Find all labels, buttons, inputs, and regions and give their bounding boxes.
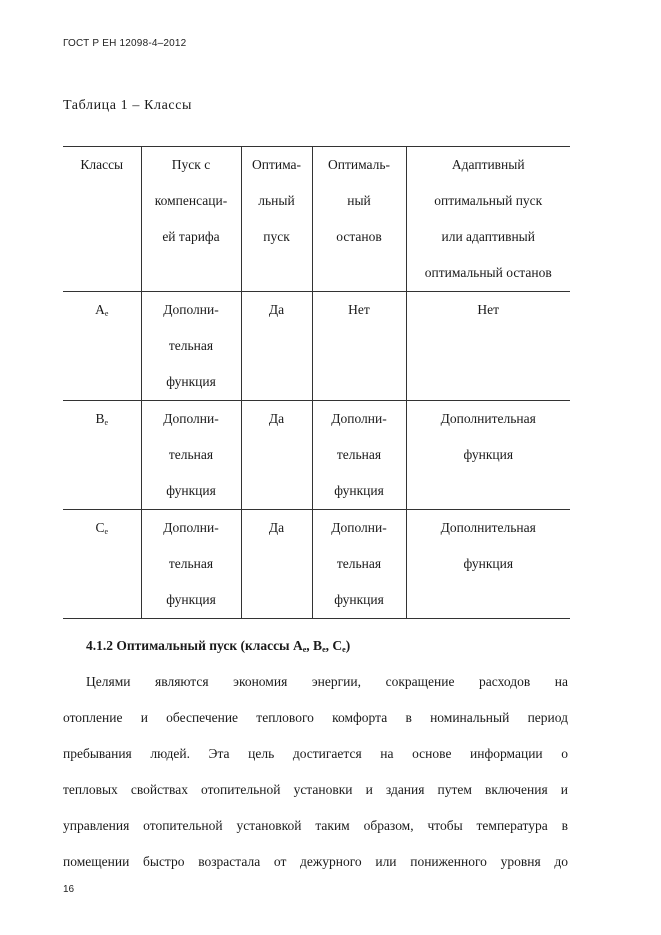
paragraph-line: управления отопительной установкой таким образом, чтобы температура в	[63, 818, 568, 833]
adaptive-cell	[406, 510, 570, 619]
heading-text: )	[345, 638, 351, 653]
paragraph-line: Целями являются экономия энергии, сокращение расходов на	[86, 674, 568, 689]
header-optimal-stop	[312, 147, 406, 292]
paragraph-line: пребывания людей. Эта цель достигается на основе информации о	[63, 746, 568, 761]
header-tariff-start	[141, 147, 241, 292]
heading-text: 4.1.2 Оптимальный пуск (классы A	[86, 638, 303, 653]
cell-line: тельная	[336, 556, 382, 571]
paragraph-line: тепловых свойствах отопительной установки и здания путем включения и	[63, 782, 568, 797]
cell-line: Да	[268, 411, 285, 426]
class-letter: C	[95, 520, 105, 535]
classes-table	[63, 146, 570, 619]
cell-line: Нет	[477, 302, 500, 317]
section-heading	[86, 638, 350, 654]
header-line: останов	[336, 229, 382, 244]
class-letter: B	[95, 411, 105, 426]
cell-line: функция	[334, 483, 384, 498]
header-line: Оптима-	[251, 157, 302, 172]
header-classes	[63, 147, 141, 292]
paragraph-line: помещении быстро возрастала от дежурного или пониженного уровня до	[63, 854, 568, 869]
table-row	[63, 510, 570, 619]
header-line: Оптималь-	[327, 157, 391, 172]
cell-line: функция	[463, 447, 514, 462]
cell-line: Дополни-	[331, 411, 387, 426]
cell-line: Да	[268, 302, 285, 317]
cell-line: тельная	[168, 556, 214, 571]
header-line: ный	[347, 193, 371, 208]
class-subscript: e	[104, 309, 109, 318]
heading-subscript: e	[302, 645, 307, 654]
table-row	[63, 401, 570, 510]
cell-line: функция	[166, 374, 216, 389]
header-optimal-start	[241, 147, 312, 292]
table-caption: Таблица 1 – Классы	[63, 98, 193, 113]
cell-line: Дополнительная	[440, 411, 536, 426]
class-subscript: e	[104, 527, 109, 536]
header-line: Классы	[80, 157, 124, 172]
table-header-row	[63, 147, 570, 292]
adaptive-cell	[406, 292, 570, 401]
class-name	[95, 302, 108, 317]
cell-line: Дополни-	[163, 520, 219, 535]
paragraph-line: отопление и обеспечение теплового комфорта в номинальный период	[63, 710, 568, 725]
class-cell	[63, 401, 141, 510]
optimal-stop-cell	[312, 510, 406, 619]
header-adaptive	[406, 147, 570, 292]
optimal-stop-cell	[312, 401, 406, 510]
cell-line: Дополни-	[163, 302, 219, 317]
cell-line: Дополни-	[331, 520, 387, 535]
heading-text: , C	[325, 638, 343, 653]
heading-subscript: e	[322, 645, 326, 654]
tariff-cell	[141, 510, 241, 619]
header-line: оптимальный останов	[424, 265, 552, 280]
body-paragraph	[63, 664, 568, 880]
header-line: компенсаци-	[154, 193, 228, 208]
optimal-start-cell	[241, 510, 312, 619]
adaptive-cell	[406, 401, 570, 510]
page-number: 16	[63, 884, 75, 895]
heading-subscript: e	[342, 645, 346, 654]
header-line: льный	[258, 193, 295, 208]
cell-line: функция	[166, 483, 216, 498]
optimal-stop-cell	[312, 292, 406, 401]
tariff-cell	[141, 401, 241, 510]
header-line: ей тарифа	[162, 229, 220, 244]
optimal-start-cell	[241, 401, 312, 510]
header-line: Адаптивный	[451, 157, 525, 172]
class-subscript: e	[104, 418, 109, 427]
class-cell	[63, 510, 141, 619]
cell-line: тельная	[336, 447, 382, 462]
header-line: пуск	[263, 229, 290, 244]
cell-line: Да	[268, 520, 285, 535]
cell-line: функция	[166, 592, 216, 607]
cell-line: Дополни-	[163, 411, 219, 426]
document-header: ГОСТ Р ЕН 12098-4–2012	[63, 38, 187, 49]
class-name	[95, 520, 108, 535]
header-line: оптимальный пуск	[434, 193, 543, 208]
cell-line: функция	[334, 592, 384, 607]
cell-line: функция	[463, 556, 514, 571]
cell-line: Нет	[348, 302, 370, 317]
optimal-start-cell	[241, 292, 312, 401]
tariff-cell	[141, 292, 241, 401]
class-cell	[63, 292, 141, 401]
cell-line: тельная	[168, 338, 214, 353]
class-letter: A	[95, 302, 105, 317]
cell-line: тельная	[168, 447, 214, 462]
header-line: или адаптивный	[441, 229, 535, 244]
class-name	[95, 411, 108, 426]
header-line: Пуск с	[171, 157, 211, 172]
heading-text: , B	[306, 638, 323, 653]
table-row	[63, 292, 570, 401]
cell-line: Дополнительная	[440, 520, 536, 535]
